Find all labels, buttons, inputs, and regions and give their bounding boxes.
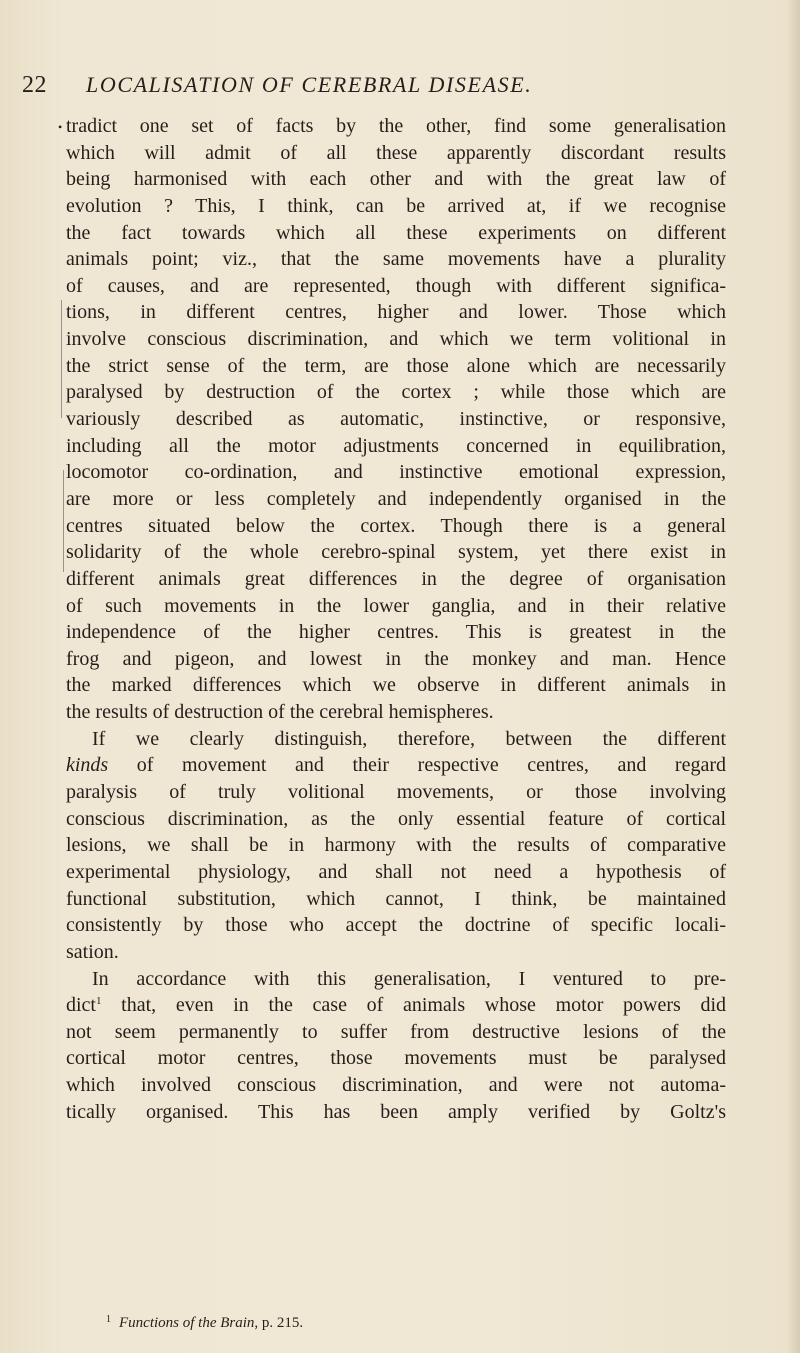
text-line: variously described as automatic, instinctive, or responsive, — [66, 408, 726, 431]
text-line: of such movements in the lower ganglia, and in their relative — [66, 594, 726, 617]
text-line: solidarity of the whole cerebro-spinal system, yet there exist in — [66, 541, 726, 564]
text-line: not seem permanently to suffer from destructive lesions of the — [66, 1020, 726, 1043]
text-line: animals point; viz., that the same movements have a plurality — [66, 248, 726, 271]
footnote-mark: 1 — [106, 1314, 111, 1325]
margin-rule-lower — [63, 470, 64, 572]
running-title: LOCALISATION OF CEREBRAL DISEASE. — [86, 72, 533, 97]
text-run: of movement and their respective centres, and regard — [108, 754, 726, 777]
paragraph-first-line: If we clearly distinguish, therefore, between the different — [92, 727, 726, 750]
text-line: tically organised. This has been amply verified by Goltz's — [66, 1100, 726, 1123]
text-line: of causes, and are represented, though with different significa- — [66, 274, 726, 297]
text-line: different animals great differences in the degree of organisation — [66, 567, 726, 590]
text-line — [66, 752, 726, 779]
text-line: evolution ? This, I think, can be arrived at, if we recognise — [66, 194, 726, 217]
footnote-title: Functions of the Brain — [119, 1315, 255, 1331]
text-line: the fact towards which all these experiments on different — [66, 221, 726, 244]
paragraph-first-line: In accordance with this generalisation, I ventured to pre- — [92, 967, 726, 990]
text-line: tions, in different centres, higher and lower. Those which — [66, 301, 726, 324]
text-line: locomotor co-ordination, and instinctive emotional expression, — [66, 461, 726, 484]
text-line: the results of destruction of the cerebral hemispheres. — [66, 701, 494, 724]
text-line: involve conscious discrimination, and which we term volitional in — [66, 328, 726, 351]
text-line: paralysis of truly volitional movements, or those involving — [66, 781, 726, 804]
text-line: centres situated below the cortex. Though there is a general — [66, 514, 726, 537]
text-line: conscious discrimination, as the only essential feature of cortical — [66, 807, 726, 830]
text-line: are more or less completely and independently organised in the — [66, 487, 726, 510]
page-header — [22, 72, 762, 106]
italic-word: kinds — [66, 754, 109, 777]
footnote-reference[interactable]: 1 — [96, 995, 102, 1008]
text-line: cortical motor centres, those movements must be paralysed — [66, 1047, 726, 1070]
text-line: experimental physiology, and shall not need a hypothesis of — [66, 860, 726, 883]
text-line: consistently by those who accept the doctrine of specific locali- — [66, 914, 726, 937]
text-line: sation. — [66, 940, 119, 963]
page-number: 22 — [22, 72, 47, 98]
text-line: functional substitution, which cannot, I think, be maintained — [66, 887, 726, 910]
margin-bullet: • — [58, 120, 63, 134]
text-line: being harmonised with each other and with the great law of — [66, 168, 726, 191]
text-line: which will admit of all these apparently discordant results — [66, 141, 726, 164]
footnote-page: , p. 215. — [254, 1315, 304, 1331]
page-edge-shadow — [786, 0, 800, 1353]
text-line: independence of the higher centres. This is greatest in the — [66, 621, 726, 644]
text-line: including all the motor adjustments concerned in equilibration, — [66, 434, 726, 457]
text-line: which involved conscious discrimination, and were not automa- — [66, 1074, 726, 1097]
text-line — [66, 992, 726, 1019]
text-line: tradict one set of facts by the other, find some generalisation — [66, 115, 726, 137]
margin-rule-upper — [61, 300, 62, 418]
text-line: paralysed by destruction of the cortex ; while those which are — [66, 381, 726, 404]
text-line: the marked differences which we observe in different animals in — [66, 674, 726, 697]
text-line: lesions, we shall be in harmony with the results of comparative — [66, 834, 726, 857]
body-text — [66, 113, 726, 1125]
text-line: frog and pigeon, and lowest in the monkey and man. Hence — [66, 647, 726, 670]
text-line: the strict sense of the term, are those alone which are necessarily — [66, 354, 726, 377]
footnote — [106, 1314, 303, 1332]
text-run: dict — [66, 994, 96, 1017]
text-run: that, even in the case of animals whose motor powers did — [101, 994, 726, 1017]
